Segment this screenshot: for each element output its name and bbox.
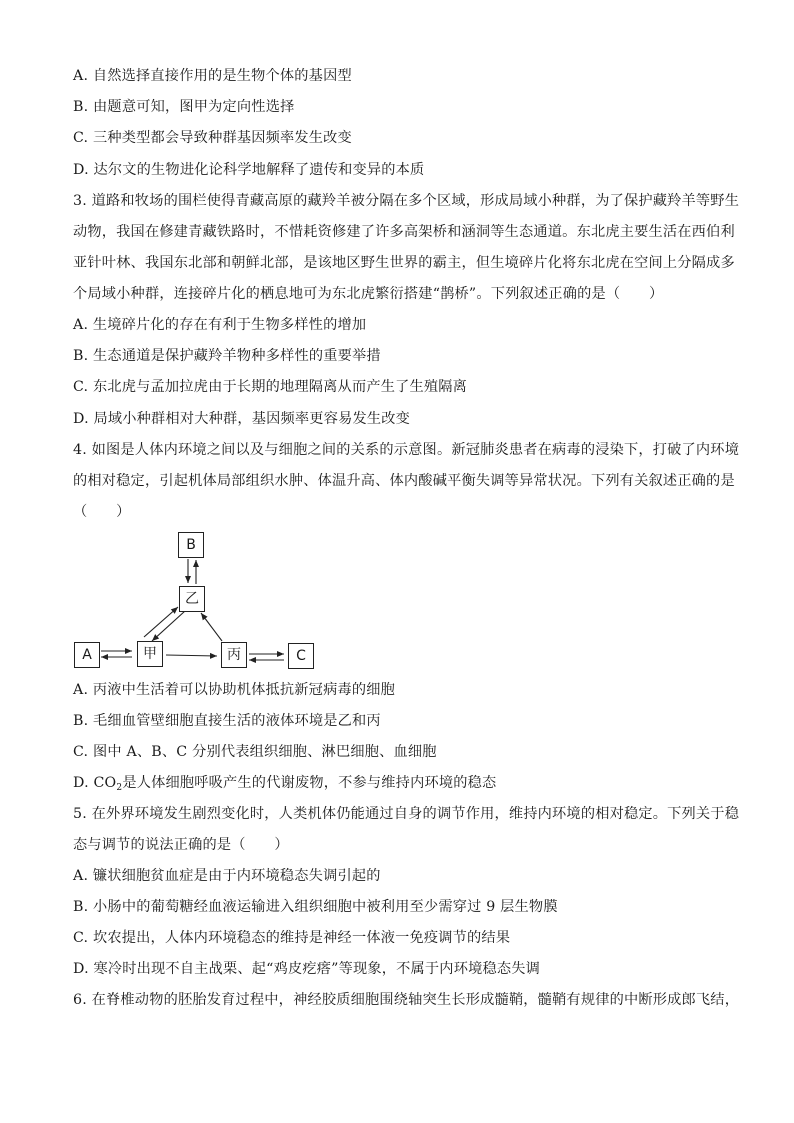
q4-stem-line-1: 4. 如图是人体内环境之间以及与细胞之间的关系的示意图。新冠肺炎患者在病毒的浸染下，打破了内环境: [73, 442, 740, 458]
q5-option-b: B. 小肠中的葡萄糖经血液运输进入组织细胞中被利用至少需穿过 9 层生物膜: [73, 899, 558, 915]
q5-option-a: A. 镰状细胞贫血症是由于内环境稳态失调引起的: [73, 868, 381, 884]
q6-stem-line-1: 6. 在脊椎动物的胚胎发育过程中，神经胶质细胞围绕轴突生长形成髓鞘，髓鞘有规律的中断形成郎飞结，: [73, 992, 740, 1008]
diagram-node-b: B: [178, 532, 204, 558]
q3-stem-line-1: 3. 道路和牧场的围栏使得青藏高原的藏羚羊被分隔在多个区域，形成局域小种群，为了保护藏羚羊等野生: [73, 193, 740, 209]
q4-option-c: C. 图中 A、B、C 分别代表组织细胞、淋巴细胞、血细胞: [73, 744, 437, 760]
q5-stem-line-1: 5. 在外界环境发生剧烈变化时，人类机体仍能通过自身的调节作用，维持内环境的相对稳定。下列关于稳: [73, 806, 740, 822]
q3-option-c: C. 东北虎与孟加拉虎由于长期的地理隔离从而产生了生殖隔离: [73, 379, 468, 395]
q4-stem-line-2: 的相对稳定，引起机体局部组织水肿、体温升高、体内酸碱平衡失调等异常状况。下列有关叙述正确的是: [73, 473, 735, 489]
q4-option-d-prefix: D. CO: [73, 775, 117, 791]
q3-option-b: B. 生态通道是保护藏羚羊物种多样性的重要举措: [73, 348, 381, 364]
arrow-jia-to-bing: [166, 655, 217, 656]
q4-option-b: B. 毛细血管壁细胞直接生活的液体环境是乙和丙: [73, 713, 381, 729]
q3-stem-line-4: 个局域小种群，连接碎片化的栖息地可为东北虎繁衍搭建“鹊桥”。下列叙述正确的是（ ）: [73, 286, 664, 302]
diagram-node-bing: 丙: [221, 642, 247, 668]
co2-subscript: 2: [116, 783, 123, 793]
q3-option-d: D. 局域小种群相对大种群，基因频率更容易发生改变: [73, 411, 411, 427]
diagram-node-yi: 乙: [179, 586, 205, 612]
diagram-node-c: C: [288, 643, 314, 669]
q3-option-a: A. 生境碎片化的存在有利于生物多样性的增加: [73, 317, 367, 333]
diagram-node-jia: 甲: [137, 641, 163, 667]
q5-option-d: D. 寒冷时出现不自主战栗、起“鸡皮疙瘩”等现象，不属于内环境稳态失调: [73, 961, 541, 977]
q3-stem-line-2: 动物，我国在修建青藏铁路时，不惜耗资修建了许多高架桥和涵洞等生态通道。东北虎主要生活在西伯利: [73, 224, 735, 240]
diagram-node-a: A: [74, 642, 100, 668]
q2-option-c: C. 三种类型都会导致种群基因频率发生改变: [73, 130, 352, 146]
arrow-bing-to-yi: [201, 613, 222, 641]
q2-option-d: D. 达尔文的生物进化论科学地解释了遗传和变异的本质: [73, 162, 425, 178]
q5-stem-line-2: 态与调节的说法正确的是（ ）: [73, 837, 289, 853]
q5-option-c: C. 坎农提出，人体内环境稳态的维持是神经一体液一免疫调节的结果: [73, 930, 511, 946]
q4-option-d: [73, 773, 734, 793]
q4-option-d-rest: 是人体细胞呼吸产生的代谢废物，不参与维持内环境的稳态: [122, 775, 497, 791]
q4-stem-line-3: （ ）: [73, 504, 131, 520]
body-fluid-diagram: [70, 520, 330, 680]
q2-option-b: B. 由题意可知，图甲为定向性选择: [73, 99, 295, 115]
q4-option-a: A. 丙液中生活着可以协助机体抵抗新冠病毒的细胞: [73, 682, 396, 698]
q2-option-a: A. 自然选择直接作用的是生物个体的基因型: [73, 68, 352, 84]
q3-stem-line-3: 亚针叶林、我国东北部和朝鲜北部，是该地区野生世界的霸主，但生境碎片化将东北虎在空间上分隔成多: [73, 255, 735, 271]
